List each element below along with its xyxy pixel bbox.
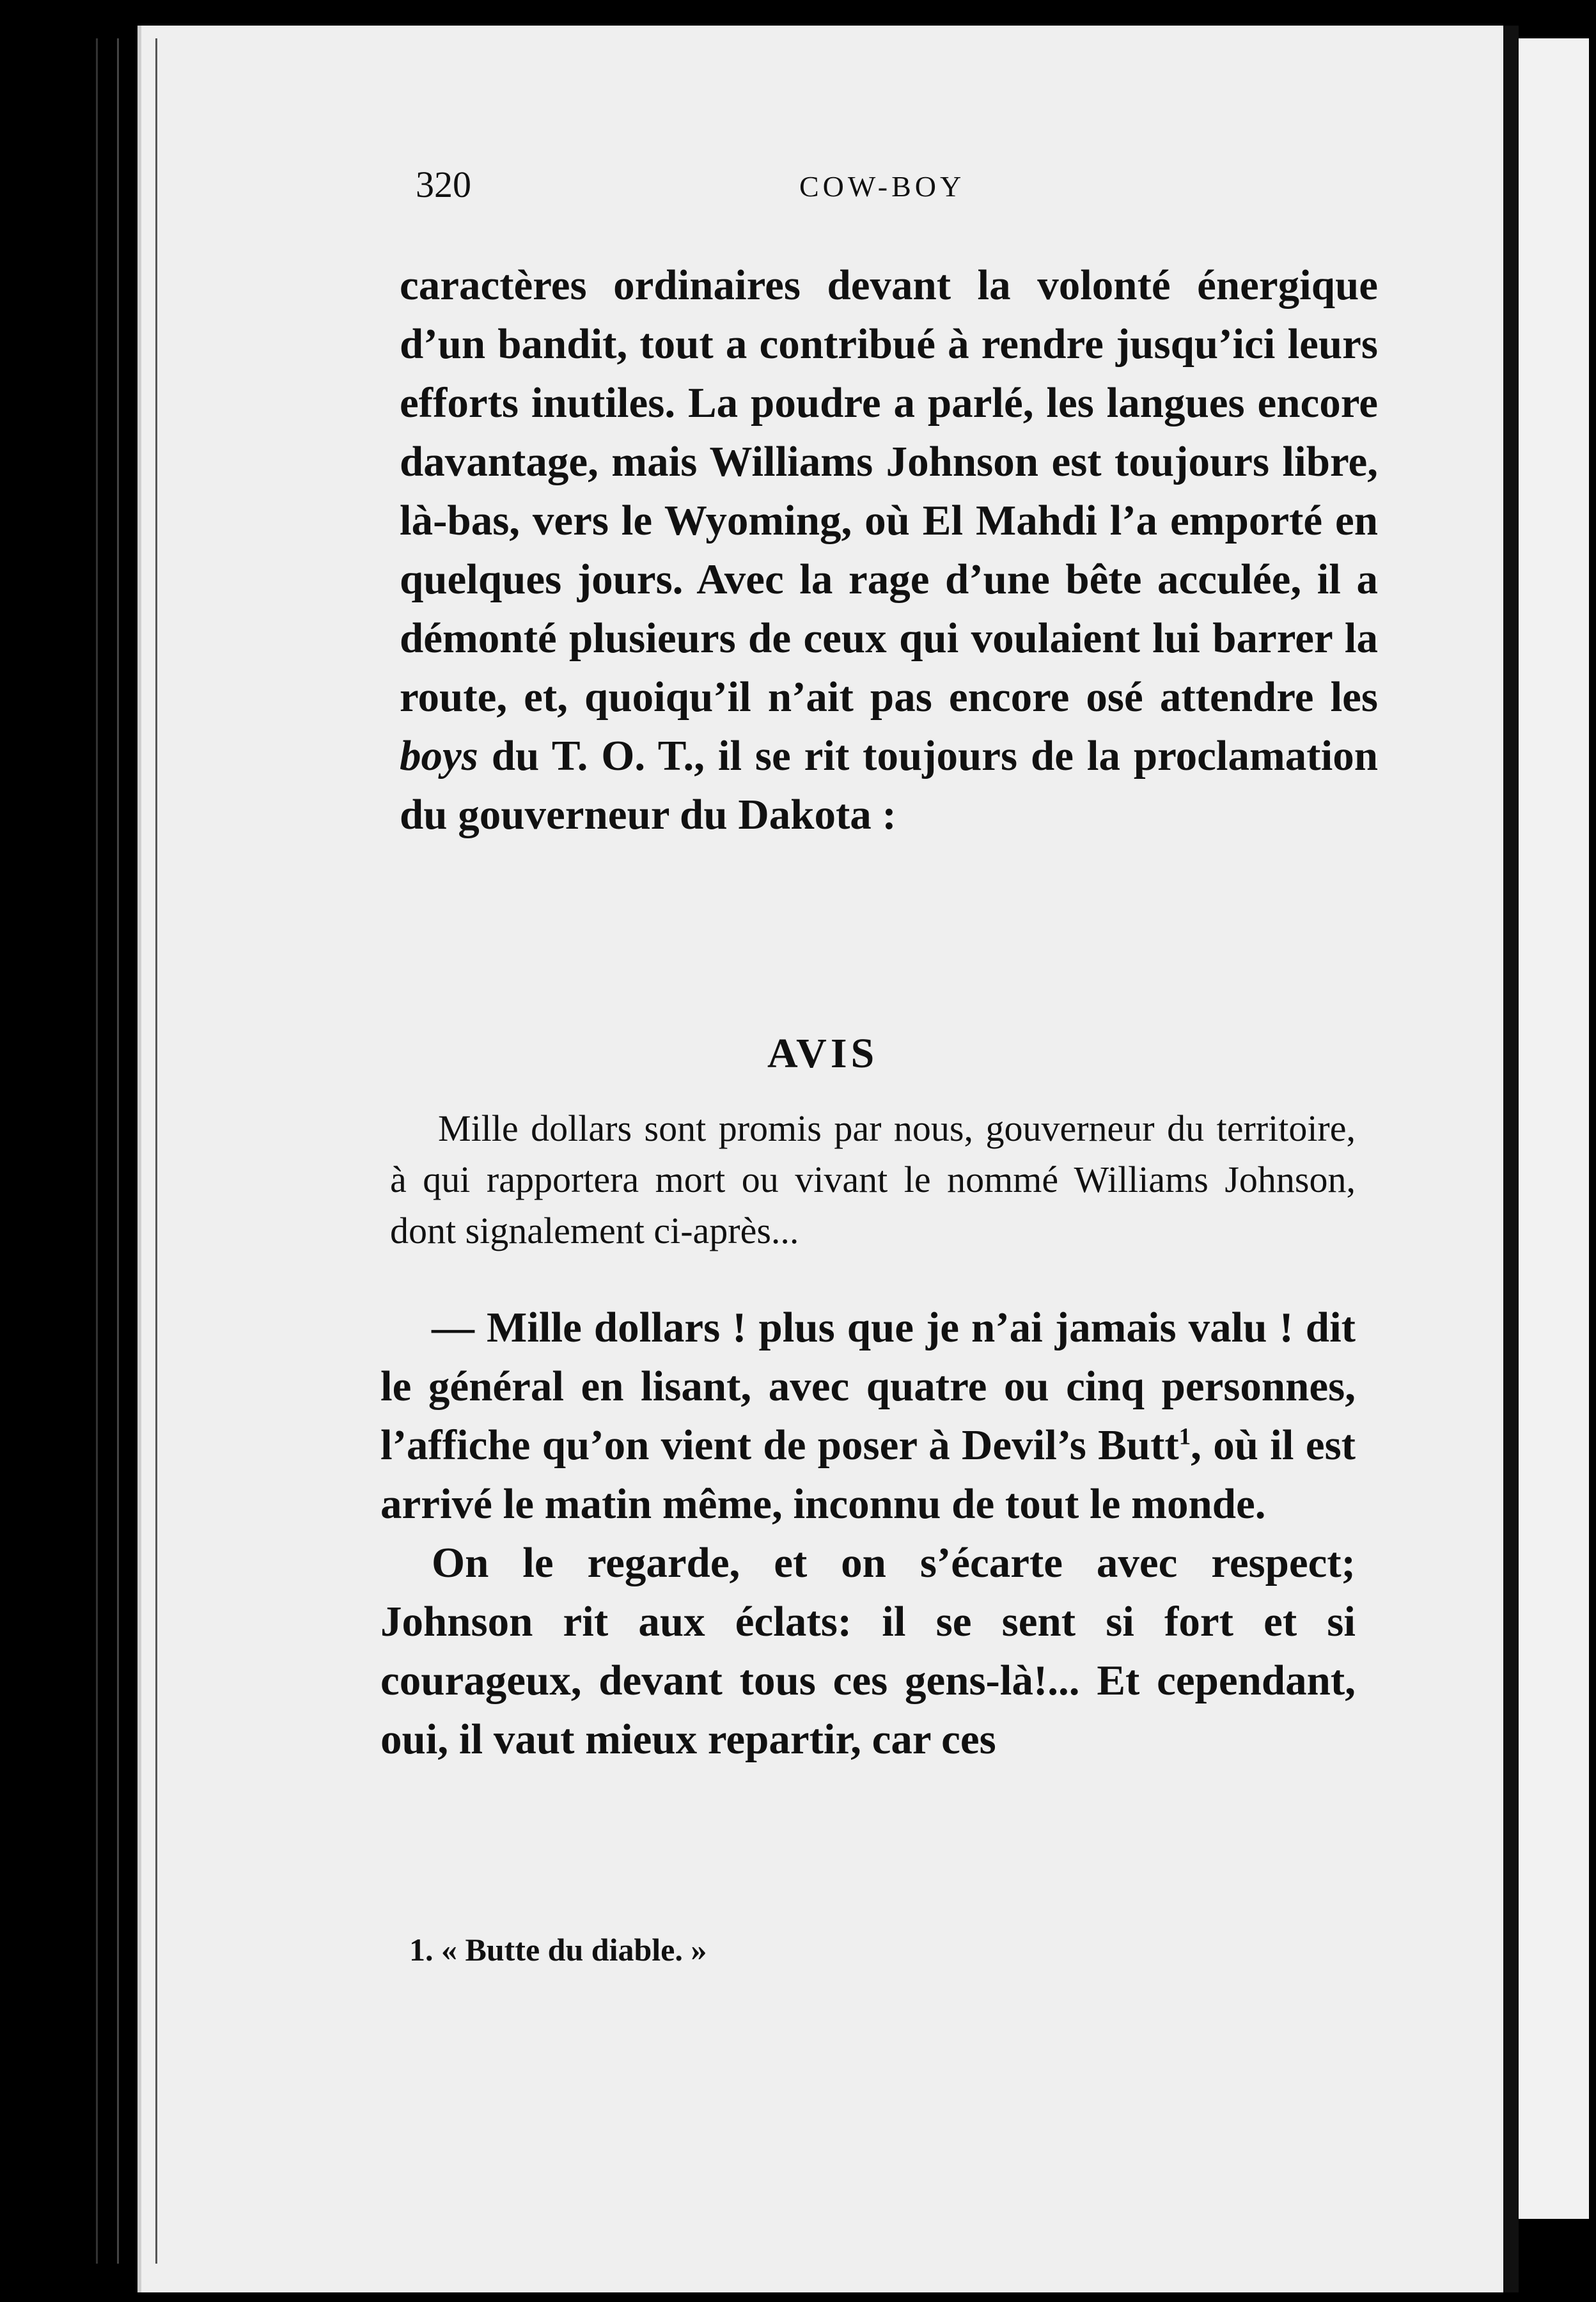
paragraph-3: On le regarde, et on s’écarte avec respect; Johnson rit aux éclats: il se sent si fort et si courageux, devant tous ces gens-là!... Et cependant, oui, il vaut mieux repartir, car ces <box>380 1539 1356 1763</box>
paragraph-1-text: caractères ordinaires devant la volonté énergique d’un bandit, tout a contribué à rendre jusqu’ici leurs efforts inutiles. La poudre a parlé, les langues encore davantage, mais Williams Johnson est toujours libre, là-bas, vers le Wyoming, où El Mahdi l’a emporté en quelques jours. Avec la rage d’une bête acculée, il a démonté plusieurs de ceux qui voulaient lui barrer la route, et, quoiqu’il n’ait pas encore osé attendre les <box>400 262 1378 721</box>
footnote-text: « Butte du diable. » <box>441 1932 707 1968</box>
avis-title: AVIS <box>767 1030 879 1077</box>
paragraph-1-block <box>400 256 1378 844</box>
paragraph-2-start: — Mille dollars ! plus que je n’ai jamais valu ! dit le général en lisant, avec quatre ou cinq personnes, l’affiche qu’on vient de poser à Devil’s Butt <box>380 1304 1356 1469</box>
paragraph-1 <box>400 256 1378 844</box>
italic-boys: boys <box>400 732 478 779</box>
footnote-reference: 1 <box>1178 1423 1191 1450</box>
notice-block <box>390 1103 1356 1257</box>
paragraph-2-end: , où il est arrivé le matin même, inconnu de tout le monde. <box>380 1421 1356 1528</box>
notice-text: Mille dollars sont promis par nous, gouverneur du territoire, à qui rapportera mort ou vivant le nommé Williams Johnson, dont signalement ci-après... <box>390 1108 1356 1251</box>
paragraph-2 <box>380 1298 1356 1533</box>
page-edges <box>96 38 157 2264</box>
paragraph-1-end: du T. O. T., il se rit toujours de la proclamation du gouverneur du Dakota : <box>400 732 1378 838</box>
footnote-marker: 1. <box>409 1932 434 1968</box>
page-number: 320 <box>416 164 471 205</box>
running-title: COW-BOY <box>799 170 966 203</box>
facing-page-edge <box>1519 38 1589 2219</box>
paragraph-2-3-block <box>380 1298 1356 1769</box>
page-header <box>416 163 1388 221</box>
footnote <box>409 1931 1049 1968</box>
